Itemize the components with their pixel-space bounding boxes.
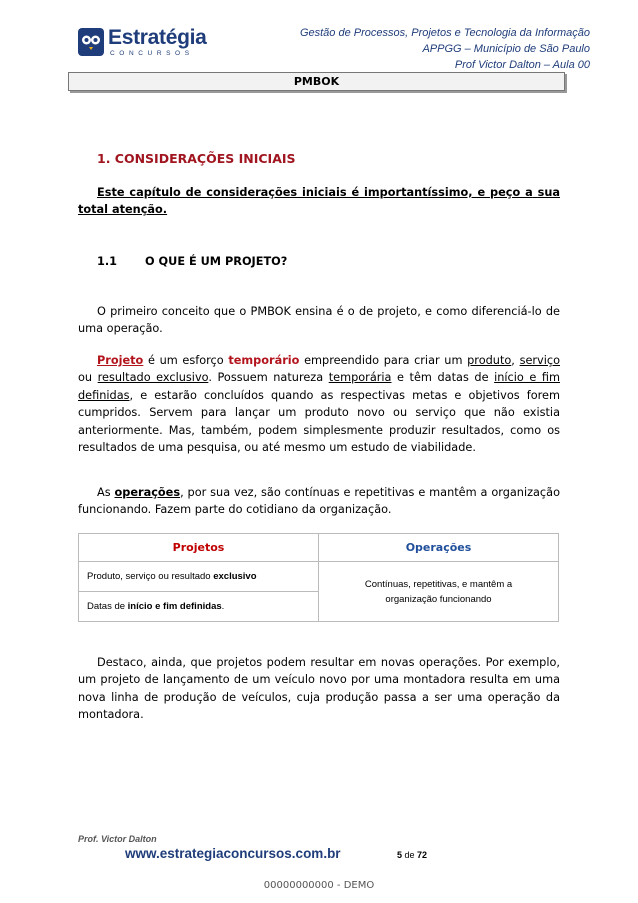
intro-paragraph xyxy=(78,184,560,219)
cell-text: Produto, serviço ou resultado xyxy=(87,571,214,582)
page-separator: de xyxy=(402,850,418,860)
table-cell-projetos-1 xyxy=(79,562,319,592)
header-course-info xyxy=(300,25,590,73)
section-title: 1. CONSIDERAÇÕES INICIAIS xyxy=(97,151,296,166)
logo-subtitle: CONCURSOS xyxy=(110,50,194,57)
page-number xyxy=(397,850,427,860)
header-line-2: APPGG – Município de São Paulo xyxy=(422,43,590,55)
footer-author: Prof. Victor Dalton xyxy=(78,834,157,844)
text-segment: , xyxy=(511,354,520,367)
intro-text-a: Este capítulo de considerações iniciais é importantíssimo, e peço a xyxy=(97,186,533,199)
term-temporario: temporário xyxy=(228,354,300,367)
text-segment: As xyxy=(97,486,115,499)
term-produto: produto xyxy=(467,354,512,367)
header-line-1: Gestão de Processos, Projetos e Tecnologia da Informação xyxy=(299,27,590,39)
subsection-number: 1.1 xyxy=(97,255,118,268)
paragraph-1: O primeiro conceito que o PMBOK ensina é o de projeto, e como diferenciá-lo de uma operação. xyxy=(78,305,560,336)
cell-text-bold: início e fim definidas xyxy=(127,601,222,612)
table-header-row xyxy=(79,534,559,562)
text-segment: . Possuem natureza xyxy=(208,371,329,385)
table-cell-projetos-2 xyxy=(79,592,319,622)
subsection-heading xyxy=(97,255,287,268)
header-line-3: Prof Victor Dalton – Aula 00 xyxy=(454,59,590,71)
text-segment: e têm datas de xyxy=(391,371,495,385)
page-current: 5 xyxy=(397,850,403,860)
demo-watermark: 00000000000 - DEMO xyxy=(263,880,375,891)
cell-text: . xyxy=(221,601,225,612)
intro-text-b: sua total atenção. xyxy=(78,186,560,217)
cell-text-bold: exclusivo xyxy=(213,571,257,582)
paragraph-operacoes xyxy=(78,484,560,519)
term-datas: início e fim definidas xyxy=(78,371,560,402)
table-row xyxy=(79,562,559,592)
page-total: 72 xyxy=(417,850,428,860)
table-header-projetos: Projetos xyxy=(79,534,319,562)
term-resultado: resultado exclusivo xyxy=(97,371,209,385)
text-segment: , e estarão concluídos quando as respectivas metas e objetivos forem cumpridos. Servem para lançar um produto novo ou serviço que não existia anteriormente. Mas, também, podem simplesmente produzir resultados, como os resultados de uma pesquisa, ou até mesmo um estudo de viabilidade. xyxy=(78,388,560,455)
term-servico: serviço xyxy=(519,354,560,367)
paragraph-4: Destaco, ainda, que projetos podem resultar em novas operações. Por exemplo, um projeto de lançamento de um veículo novo por uma montadora resulta em uma nova linha de produção de veículos, cuja produção passa a ser uma operação da montadora. xyxy=(78,656,560,722)
text-segment: é um esforço xyxy=(143,354,229,367)
term-operacoes: operações xyxy=(114,486,181,499)
text-segment: ou xyxy=(78,371,98,385)
cell-text: Datas de xyxy=(87,601,128,612)
subsection-title: O QUE É UM PROJETO? xyxy=(145,255,288,268)
table-header-operacoes: Operações xyxy=(319,534,559,562)
footer-website-link[interactable]: www.estrategiaconcursos.com.br xyxy=(125,846,341,861)
topic-banner: PMBOK xyxy=(68,72,565,91)
term-temporaria: temporária xyxy=(328,371,392,385)
comparison-table xyxy=(78,533,559,622)
term-projeto: Projeto xyxy=(97,354,144,367)
table-cell-operacoes: Contínuas, repetitivas, e mantêm a organização funcionando xyxy=(319,562,559,622)
logo-word: Estratégia xyxy=(108,26,207,49)
owl-icon xyxy=(78,28,104,56)
paragraph-projeto-definition xyxy=(78,352,560,456)
text-segment: empreendido para criar um xyxy=(299,354,468,367)
text-segment: , por sua vez, são contínuas e repetitivas e mantêm a organização funcionando. Fazem parte do cotidiano da organização. xyxy=(78,486,560,517)
estrategia-logo xyxy=(78,26,208,60)
